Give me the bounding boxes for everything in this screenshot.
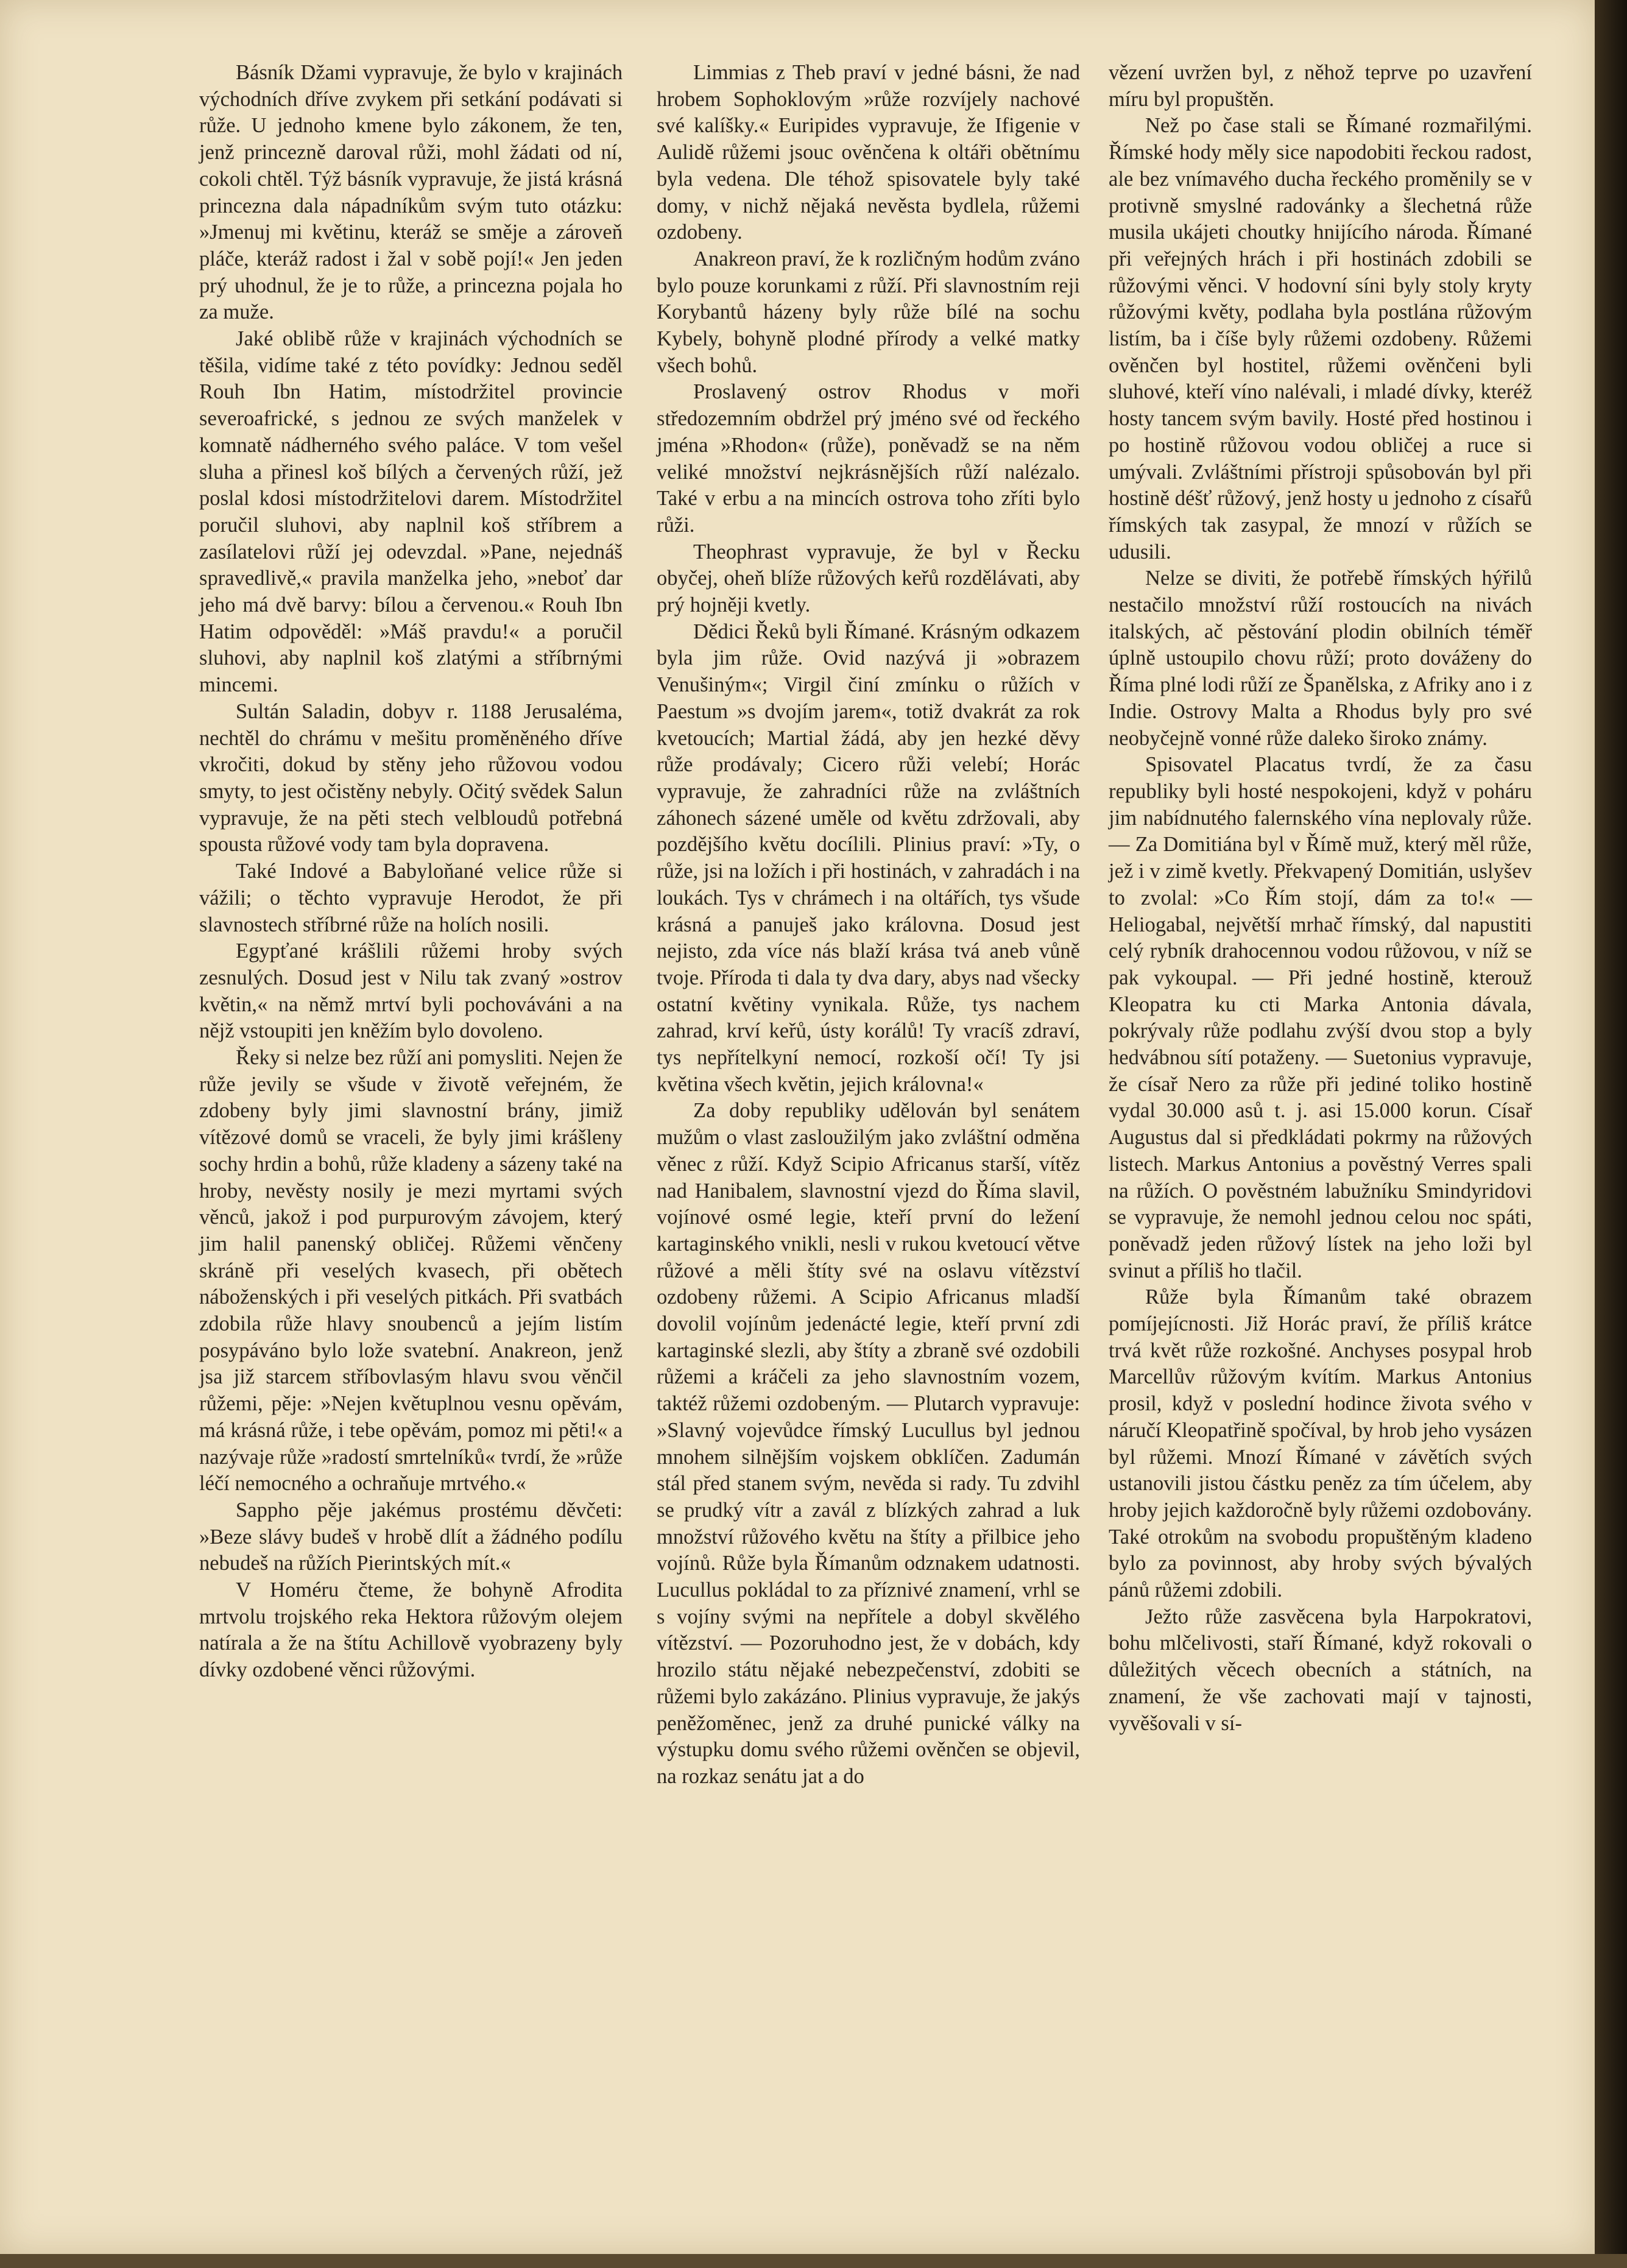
paragraph: Nelze se diviti, že potřebě římských hýřilů nestačilo množství růží rostoucích na nivách italských, ač pěstování plodin obilních téměř úplně ustoupilo chovu růží; proto dováženy do Říma plné lodi růží ze Španělska, z Afriky ano i z Indie. Ostrovy Malta a Rhodus byly pro své neobyčejně vonné růže daleko široko známy. <box>1109 567 1532 750</box>
text-column-2 <box>657 60 1080 1790</box>
paragraph: Než po čase stali se Římané rozmařilými. Římské hody měly sice napodobiti řeckou radost, ale bez vnímavého ducha řeckého proměnily se v protivně smyslné radovánky a šlechetná růže musila ukájeti choutky hnijícího národa. Římané při veřejných hrách i při hostinách zdobili se růžovými věnci. V hodovní síni byly stoly kryty růžovými květy, podlaha byla postlána růžovým listím, ba i číše byly růžemi ozdobeny. Růžemi ověnčen byl hostitel, růžemi ověnčeni byli sluhové, kteří víno nalévali, i mladé dívky, kteréž hosty tancem svým bavily. Hosté před hostinou i po hostině růžovou vodou obličej a ruce si umývali. Zvláštními přístroji spůsobován byl při hostině déšť růžový, jenž hosty u jednoho z císařů římských tak zasypal, že mnozí v růžích se udusili. <box>1109 114 1532 563</box>
paragraph: Řeky si nelze bez růží ani pomysliti. Nejen že růže jevily se všude v životě veřejném, že zdobeny byly jimi slavnostní brány, jimiž vítězové domů se vraceli, že byly jimi krášleny sochy hrdin a bohů, růže kladeny a sázeny také na hroby, nevěsty nosily je mezi myrtami svých věnců, jakož i pod purpurovým závojem, který jim halil panenský obličej. Růžemi věnčeny skráně při veselých kvasech, při obětech náboženských i při veselých pitkách. Při svatbách zdobila růže hlavy snoubenců a jejím listím posypáváno bylo lože svatební. Anakreon, jenž jsa již starcem stříbovlasým hlavu svou věnčil růžemi, pěje: »Nejen květuplnou vesnu opěvám, má krásná růže, i tebe opěvám, pomoz mi pěti!« a nazývaje růže »radostí smrtelníků« tvrdí, že »růže léčí nemocného a ochraňuje mrtvého.« <box>199 1046 623 1496</box>
paragraph: Anakreon praví, že k rozličným hodům zváno bylo pouze korunkami z růží. Při slavnostním reji Korybantů házeny byly růže bílé na sochu Kybely, bohyně plodné přírody a velké matky všech bohů. <box>657 247 1080 377</box>
paragraph: Limmias z Theb praví v jedné básni, že nad hrobem Sophoklovým »růže rozvíjely nachové své kalíšky.« Euripides vypravuje, že Ifigenie v Aulidě růžemi jsouc ověnčena k oltáři obětnímu byla vedena. Dle téhož spisovatele byly také domy, v nichž nějaká nevěsta bydlela, růžemi ozdobeny. <box>657 61 1080 244</box>
paragraph: Ježto růže zasvěcena byla Harpokratovi, bohu mlčelivosti, staří Římané, když rokovali o důležitých věcech obecních a státních, na znamení, že vše zachovati mají v tajnosti, vyvěšovali v sí- <box>1109 1605 1532 1735</box>
paragraph: Egypťané krášlili růžemi hroby svých zesnulých. Dosud jest v Nilu tak zvaný »ostrov květin,« na němž mrtví byli pochováváni a na nějž vstoupiti jen kněžím bylo dovoleno. <box>199 939 623 1043</box>
paragraph: Dědici Řeků byli Římané. Krásným odkazem byla jim růže. Ovid nazývá ji »obrazem Venušiným«; Virgil činí zmínku o růžích v Paestum »s dvojím jarem«, totiž dvakrát za rok kvetoucích; Martial žádá, aby jen hezké děvy růže prodávaly; Cicero růži velebí; Horác vypravuje, že zahradníci růže na zvláštních záhonech sázené uměle od květu zdržovali, aby pozdějšího květu docílili. Plinius praví: »Ty, o růže, jsi na ložích i při hostinách, v zahradách i na loukách. Tys v chrámech i na oltářích, tys všude krásná a panuješ jako královna. Dosud jest nejisto, zda více nás blaží krása tvá aneb vůně tvoje. Příroda ti dala ty dva dary, abys nad všecky ostatní květiny vynikala. Růže, tys nachem zahrad, krví keřů, ústy korálů! Ty vracíš zdraví, tys nepřítelkyní nemocí, rozkoší očí! Ty jsi květina všech květin, jejich královna!« <box>657 620 1080 1096</box>
paragraph-continuation: vězení uvržen byl, z něhož teprve po uzavření míru byl propuštěn. <box>1109 61 1532 111</box>
text-column-3 <box>1109 60 1532 1737</box>
paragraph: Spisovatel Placatus tvrdí, že za času republiky byli hosté nespokojeni, když v poháru jim nabídnutého falernského vína neplovaly růže. — Za Domitiána byl v Římě muž, který měl růže, jež i v zimě kvetly. Překvapený Domitián, uslyšev to zvolal: »Co Řím stojí, dám za to!« — Heliogabal, největší mrhač římský, dal napustiti celý rybník drahocennou vodou růžovou, v níž se pak vykoupal. — Při jedné hostině, kterouž Kleopatra ku cti Marka Antonia dávala, pokrývaly růže podlahu zvýší dvou stop a byly hedvábnou sítí potaženy. — Suetonius vypravuje, že císař Nero za růže při jediné toliko hostině vydal 30.000 asů t. j. asi 15.000 korun. Císař Augustus dal si předkládati pokrmy na růžových listech. Markus Antonius a pověstný Verres spali na růžích. O pověstném labužníku Smindyridovi se vypravuje, že nemohl jednou celou noc spáti, poněvadž jeden růžový lístek na jeho loži byl svinut a příliš ho tlačil. <box>1109 753 1532 1282</box>
text-column-1 <box>199 60 623 1684</box>
paragraph: Také Indové a Babyloňané velice růže si vážili; o těchto vypravuje Herodot, že při slavnostech stříbrné růže na holích nosili. <box>199 860 623 936</box>
paragraph: Theophrast vypravuje, že byl v Řecku obyčej, oheň blíže růžových keřů rozdělávati, aby prý hojněji kvetly. <box>657 540 1080 617</box>
paragraph: Básník Džami vypravuje, že bylo v krajinách východních dříve zvykem při setkání podávati si růže. U jednoho kmene bylo zákonem, že ten, jenž princezně daroval růži, mohl žádati od ní, cokoli chtěl. Týž básník vypravuje, že jistá krásná princezna dala nápadníkům svým tuto otázku: »Jmenuj mi květinu, kteráž se směje a zároveň pláče, kteráž radost i žal v sobě pojí!« Jen jeden prý uhodnul, že je to růže, a princezna pojala ho za muže. <box>199 61 623 324</box>
page-bottom-edge <box>0 2254 1627 2268</box>
paragraph: Sappho pěje jakémus prostému děvčeti: »Beze slávy budeš v hrobě dlít a žádného podílu nebudeš na růžích Pierintských mít.« <box>199 1498 623 1575</box>
paragraph: V Homéru čteme, že bohyně Afrodita mrtvolu trojského reka Hektora růžovým olejem natírala a že na štítu Achillově vyobrazeny byly dívky ozdobené věnci růžovými. <box>199 1578 623 1682</box>
paragraph: Jaké oblibě růže v krajinách východních se těšila, vidíme také z této povídky: Jednou seděl Rouh Ibn Hatim, místodržitel provincie severoafrické, s jednou ze svých manželek v komnatě nádherného svého paláce. V tom vešel sluha a přinesl koš bílých a červených růží, jež poslal kdosi místodržitelovi darem. Místodržitel poručil sluhovi, aby naplnil koš stříbrem a zasílatelovi růží jej odevzdal. »Pane, nejednáš spravedlivě,« pravila manželka jeho, »neboť dar jeho má dvě barvy: bílou a červenou.« Rouh Ibn Hatim odpověděl: »Máš pravdu!« a poručil sluhovi, aby naplnil koš zlatými a stříbrnými mincemi. <box>199 327 623 697</box>
page-edge <box>1595 0 1627 2268</box>
paragraph: Růže byla Římanům také obrazem pomíjejícnosti. Již Horác praví, že příliš krátce trvá květ růže rozkošné. Anchyses posypal hrob Marcellův růžovým kvítím. Markus Antonius prosil, když v poslední hodince života svého v náručí Kleopatřině spočíval, by hrob jeho vysázen byl růžemi. Mnozí Římané v závětích svých ustanovili jistou částku peněz za tím účelem, aby hroby jejich každoročně byly růžemi ozdobovány. Také otrokům na svobodu propuštěným kladeno bylo za povinnost, aby hroby svých bývalých pánů růžemi zdobili. <box>1109 1285 1532 1602</box>
paragraph: Za doby republiky udělován byl senátem mužům o vlast zasloužilým jako zvláštní odměna věnec z růží. Když Scipio Africanus starší, vítěz nad Hanibalem, slavnostní vjezd do Říma slavil, vojínové osmé legie, kteří první do ležení kartaginského vnikli, nesli v rukou kvetoucí větve růžové a měli štíty své na oslavu vítězství ozdobeny růžemi. A Scipio Africanus mladší dovolil vojínům jedenácté legie, kteří první zdi kartaginské slezli, aby štíty a zbraně své ozdobili růžemi a kráčeli za jeho slavnostním vozem, taktéž růžemi ozdobeným. — Plutarch vypravuje: »Slavný vojevůdce římský Lucullus byl jednou mnohem silnějším vojskem obklíčen. Zadumán stál před stanem svým, nevěda si rady. Tu zdvihl se prudký vítr a zavál z blízkých zahrad a luk množství růžového květu na štíty a přilbice jeho vojínů. Růže byla Římanům odznakem udatnosti. Lucullus pokládal to za příznivé znamení, vrhl se s vojíny svými na nepřítele a dobyl skvělého vítězství. — Pozoruhodno jest, že v dobách, kdy hrozilo státu nějaké nebezpečenství, zdobiti se růžemi bylo zakázáno. Plinius vypravuje, že jakýs peněžoměnec, jenž za druhé punické války na výstupku domu svého růžemi ověnčen se objevil, na rozkaz senátu jat a do <box>657 1099 1080 1788</box>
paragraph: Proslavený ostrov Rhodus v moři středozemním obdržel prý jméno své od řeckého jména »Rhodon« (růže), poněvadž se na něm veliké množství nejkrásnějších růží nalézalo. Také v erbu a na mincích ostrova toho zříti bylo růži. <box>657 380 1080 537</box>
paragraph: Sultán Saladin, dobyv r. 1188 Jerusaléma, nechtěl do chrámu v mešitu proměněného dříve vkročiti, dokud by stěny jeho růžovou vodou smyty, to jest očistěny nebyly. Očitý svědek Salun vypravuje, že na pěti stech velbloudů potřebná spousta růžové vody tam byla dopravena. <box>199 699 623 857</box>
